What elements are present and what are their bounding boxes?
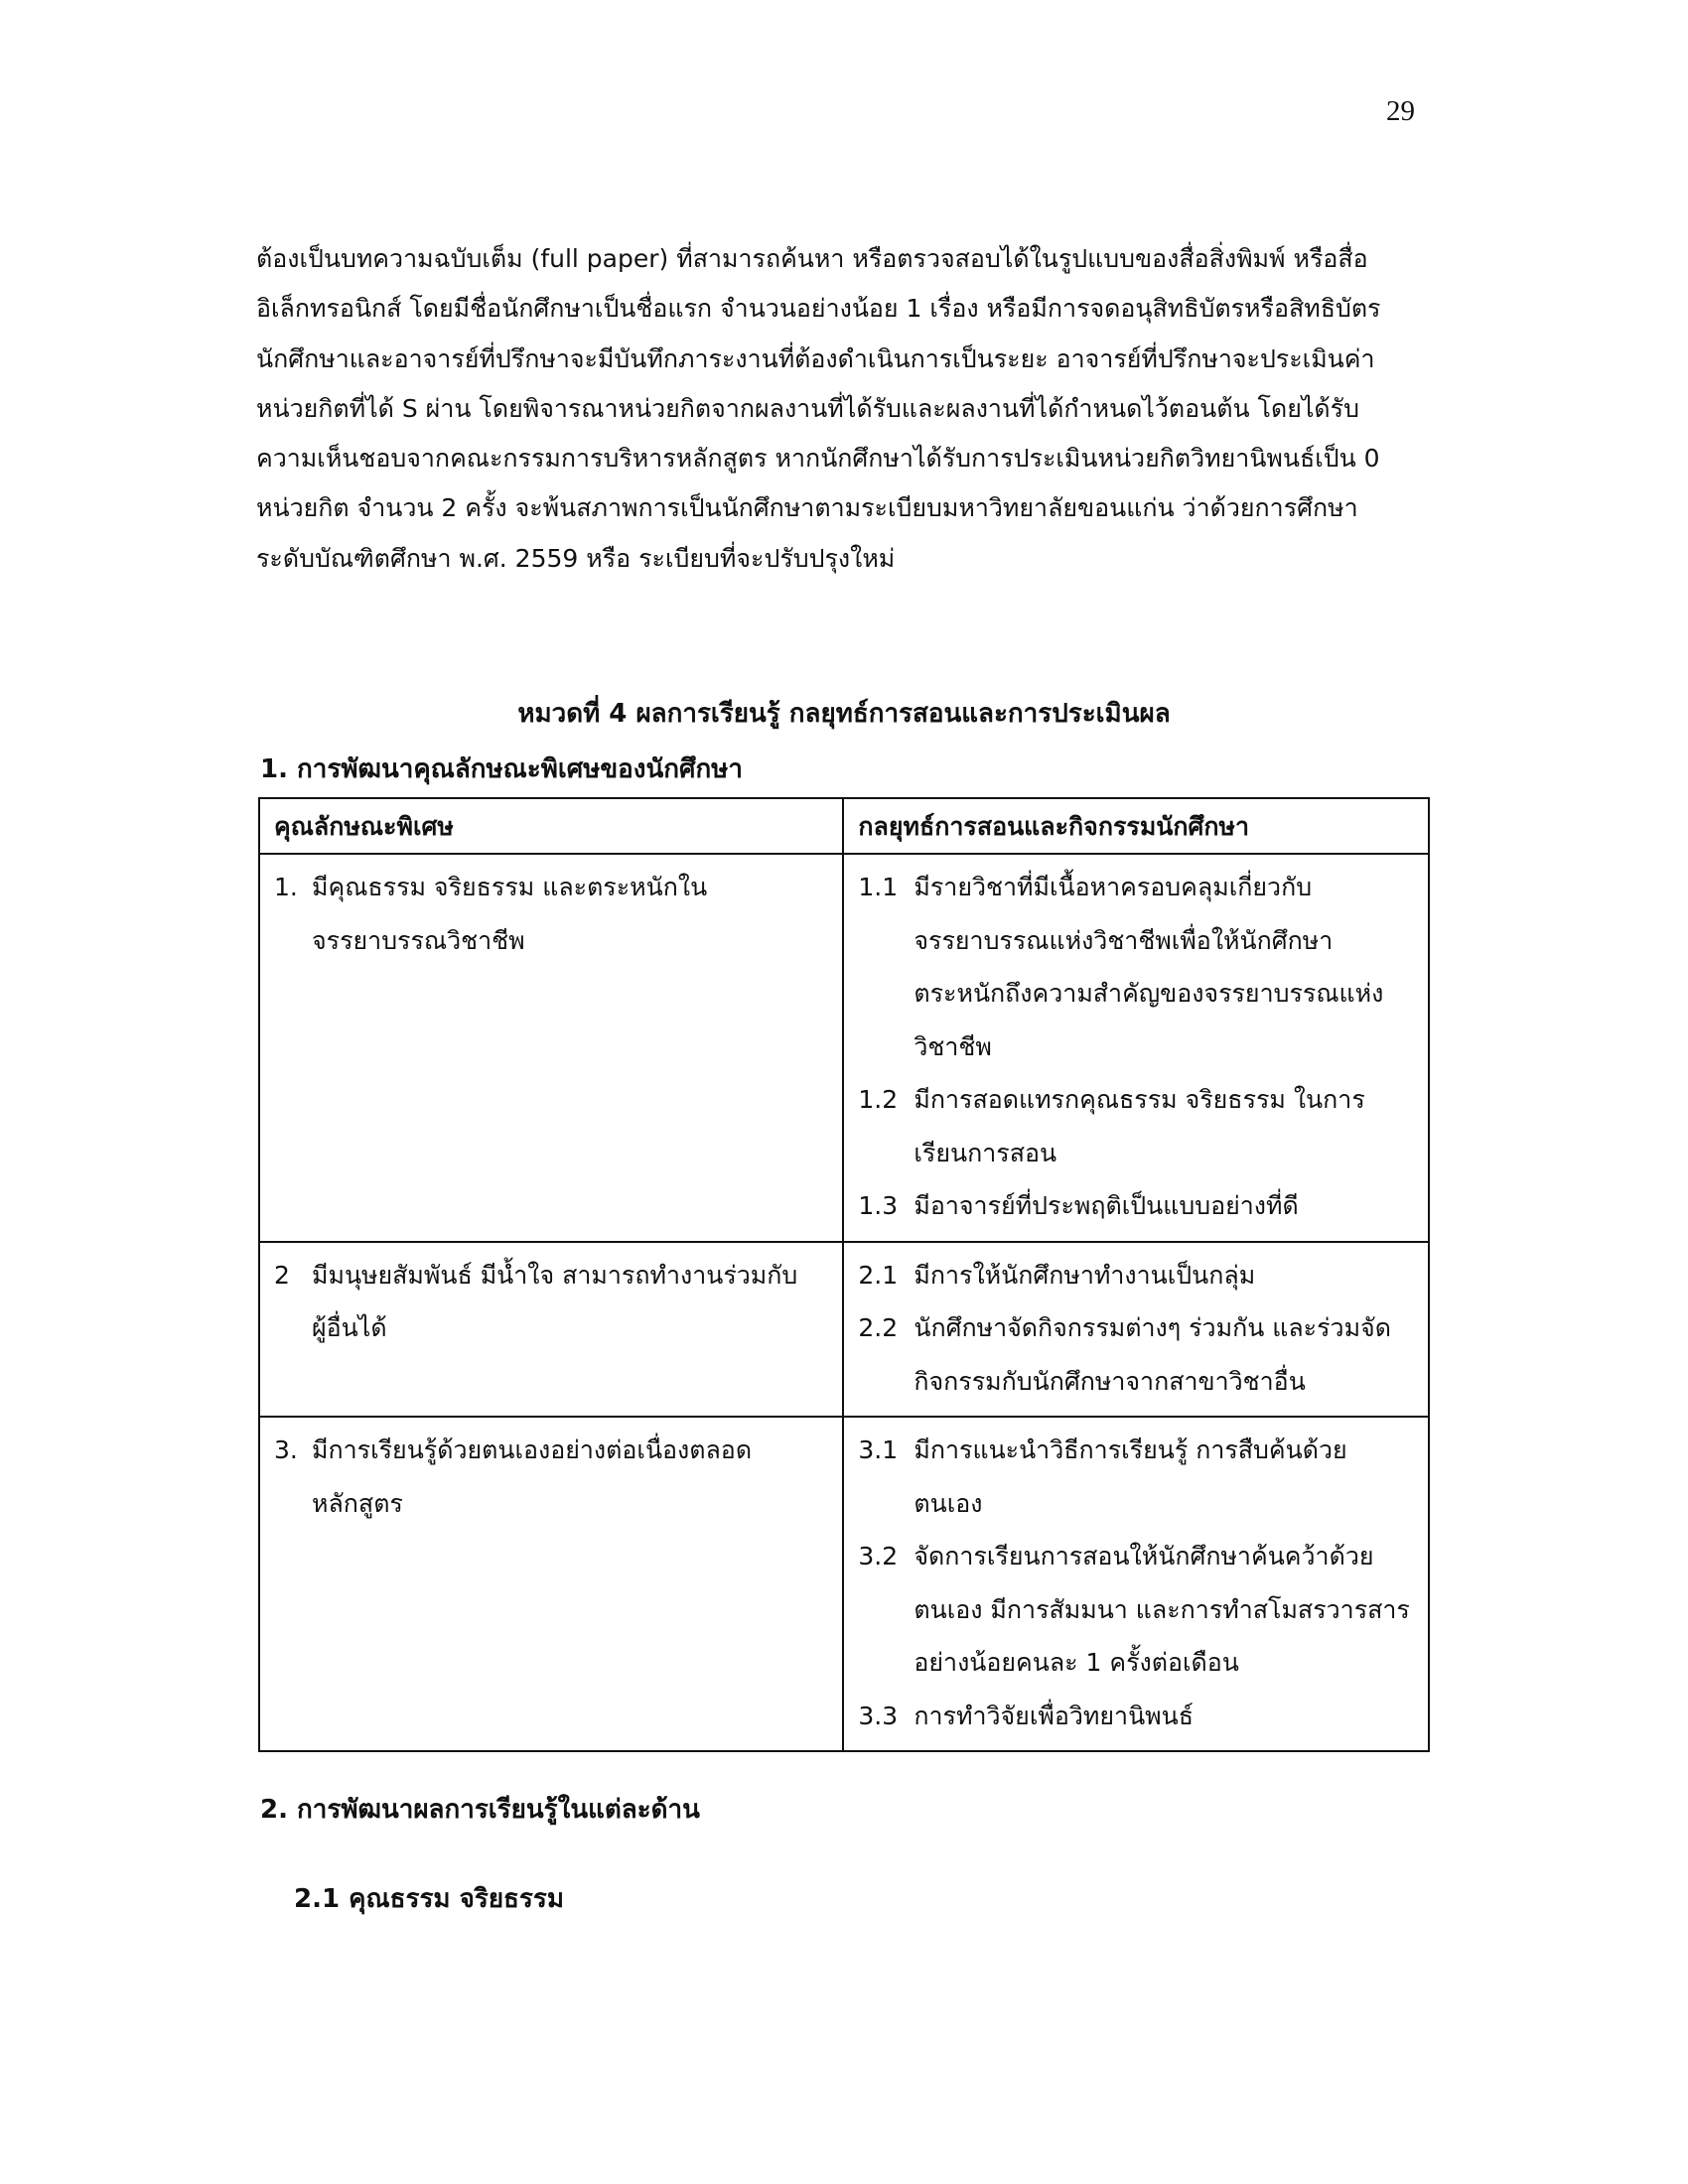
strategy-cell bbox=[843, 1417, 1429, 1751]
paragraph-line: นักศึกษาและอาจารย์ที่ปรึกษาจะมีบันทึกภาระงานที่ต้องดำเนินการเป็นระยะ อาจารย์ที่ปรึกษาจะประเมินค่า bbox=[256, 343, 1375, 373]
table-row bbox=[259, 1242, 1429, 1418]
item-line: ตนเอง bbox=[914, 1488, 983, 1518]
characteristics-table bbox=[258, 797, 1430, 1752]
paragraph-line: ต้องเป็นบทความฉบับเต็ม (full paper) ที่สามารถค้นหา หรือตรวจสอบได้ในรูปแบบของสื่อสิ่งพิมพ์ หรือสื่อ bbox=[256, 244, 1368, 273]
paragraph-line: อิเล็กทรอนิกส์ โดยมีชื่อนักศึกษาเป็นชื่อแรก จำนวนอย่างน้อย 1 เรื่อง หรือมีการจดอนุสิทธิบัตรหรือสิทธิบัตร bbox=[256, 294, 1381, 324]
characteristic-cell bbox=[259, 854, 843, 1242]
item-line: เรียนการสอน bbox=[914, 1138, 1057, 1167]
strategy-item bbox=[858, 1249, 1418, 1302]
strategy-item bbox=[858, 1424, 1418, 1530]
strategy-cell bbox=[843, 854, 1429, 1242]
characteristic-item bbox=[274, 1249, 832, 1355]
item-line: อย่างน้อยคนละ 1 ครั้งต่อเดือน bbox=[914, 1648, 1239, 1677]
item-number: 3.3 bbox=[858, 1701, 899, 1730]
item-number: 2 bbox=[274, 1260, 290, 1290]
item-line: นักศึกษาจัดกิจกรรมต่างๆ ร่วมกัน และร่วมจัด bbox=[914, 1313, 1391, 1342]
strategy-item bbox=[858, 861, 1418, 1073]
item-number: 2.2 bbox=[858, 1313, 899, 1342]
item-line: กิจกรรมกับนักศึกษาจากสาขาวิชาอื่น bbox=[914, 1366, 1306, 1396]
characteristic-item bbox=[274, 861, 832, 967]
item-line: มีอาจารย์ที่ประพฤติเป็นแบบอย่างที่ดี bbox=[914, 1191, 1299, 1220]
characteristic-cell bbox=[259, 1417, 843, 1751]
column-header-characteristic: คุณลักษณะพิเศษ bbox=[259, 798, 843, 854]
strategy-item bbox=[858, 1301, 1418, 1408]
item-number: 1.1 bbox=[858, 873, 899, 901]
characteristic-item bbox=[274, 1424, 832, 1530]
subheading-ethics: 2.1 คุณธรรม จริยธรรม bbox=[294, 1884, 564, 1914]
item-line: จรรยาบรรณแห่งวิชาชีพเพื่อให้นักศึกษา bbox=[914, 925, 1334, 955]
characteristic-cell bbox=[259, 1242, 843, 1418]
page-number: 29 bbox=[1386, 95, 1415, 127]
item-number: 3. bbox=[274, 1435, 298, 1464]
item-line: วิชาชีพ bbox=[914, 1031, 992, 1061]
item-line: มีการเรียนรู้ด้วยตนเองอย่างต่อเนื่องตลอด bbox=[312, 1435, 753, 1464]
item-line: มีการแนะนำวิธีการเรียนรู้ การสืบค้นด้วย bbox=[914, 1435, 1347, 1464]
item-line: มีการให้นักศึกษาทำงานเป็นกลุ่ม bbox=[914, 1260, 1256, 1290]
paragraph-line: ระดับบัณฑิตศึกษา พ.ศ. 2559 หรือ ระเบียบที่จะปรับปรุงใหม่ bbox=[256, 543, 896, 573]
strategy-item bbox=[858, 1179, 1418, 1233]
item-line: ตระหนักถึงความสำคัญของจรรยาบรรณแห่ง bbox=[914, 979, 1384, 1008]
column-header-strategy: กลยุทธ์การสอนและกิจกรรมนักศึกษา bbox=[843, 798, 1429, 854]
subheading-learning-outcomes: 2. การพัฒนาผลการเรียนรู้ในแต่ละด้าน bbox=[260, 1795, 700, 1825]
strategy-item bbox=[858, 1530, 1418, 1690]
table-header-row bbox=[259, 798, 1429, 854]
strategy-cell bbox=[843, 1242, 1429, 1418]
item-line: จรรยาบรรณวิชาชีพ bbox=[312, 925, 525, 955]
item-line: มีการสอดแทรกคุณธรรม จริยธรรม ในการ bbox=[914, 1085, 1365, 1114]
subheading-special-characteristics: 1. การพัฒนาคุณลักษณะพิเศษของนักศึกษา bbox=[260, 754, 743, 784]
item-line: ตนเอง มีการสัมมนา และการทำสโมสรวารสาร bbox=[914, 1594, 1410, 1624]
item-number: 3.2 bbox=[858, 1542, 899, 1570]
table-row bbox=[259, 854, 1429, 1242]
item-line: มีคุณธรรม จริยธรรม และตระหนักใน bbox=[312, 873, 708, 901]
paragraph-line: หน่วยกิตที่ได้ S ผ่าน โดยพิจารณาหน่วยกิตจากผลงานที่ได้รับและผลงานที่ได้กำหนดไว้ตอนต้น โดยได้รับ bbox=[256, 393, 1359, 423]
item-number: 1.3 bbox=[858, 1191, 899, 1220]
item-line: จัดการเรียนการสอนให้นักศึกษาค้นคว้าด้วย bbox=[914, 1542, 1374, 1570]
item-line: หลักสูตร bbox=[312, 1488, 403, 1518]
item-line: ผู้อื่นได้ bbox=[312, 1313, 387, 1342]
body-paragraph bbox=[256, 234, 1434, 584]
section-heading: หมวดที่ 4 ผลการเรียนรู้ กลยุทธ์การสอนและการประเมินผล bbox=[517, 699, 1171, 729]
item-number: 2.1 bbox=[858, 1260, 899, 1290]
item-line: มีมนุษยสัมพันธ์ มีน้ำใจ สามารถทำงานร่วมกับ bbox=[312, 1260, 798, 1290]
item-number: 1. bbox=[274, 873, 298, 901]
item-line: มีรายวิชาที่มีเนื้อหาครอบคลุมเกี่ยวกับ bbox=[914, 873, 1313, 901]
item-number: 3.1 bbox=[858, 1435, 899, 1464]
paragraph-line: หน่วยกิต จำนวน 2 ครั้ง จะพ้นสภาพการเป็นนักศึกษาตามระเบียบมหาวิทยาลัยขอนแก่น ว่าด้วยการศึกษา bbox=[256, 493, 1358, 523]
item-line: การทำวิจัยเพื่อวิทยานิพนธ์ bbox=[914, 1701, 1194, 1730]
item-number: 1.2 bbox=[858, 1085, 899, 1114]
table-row bbox=[259, 1417, 1429, 1751]
strategy-item bbox=[858, 1073, 1418, 1179]
strategy-item bbox=[858, 1690, 1418, 1743]
paragraph-line: ความเห็นชอบจากคณะกรรมการบริหารหลักสูตร หากนักศึกษาได้รับการประเมินหน่วยกิตวิทยานิพนธ์เป็น 0 bbox=[256, 444, 1380, 474]
